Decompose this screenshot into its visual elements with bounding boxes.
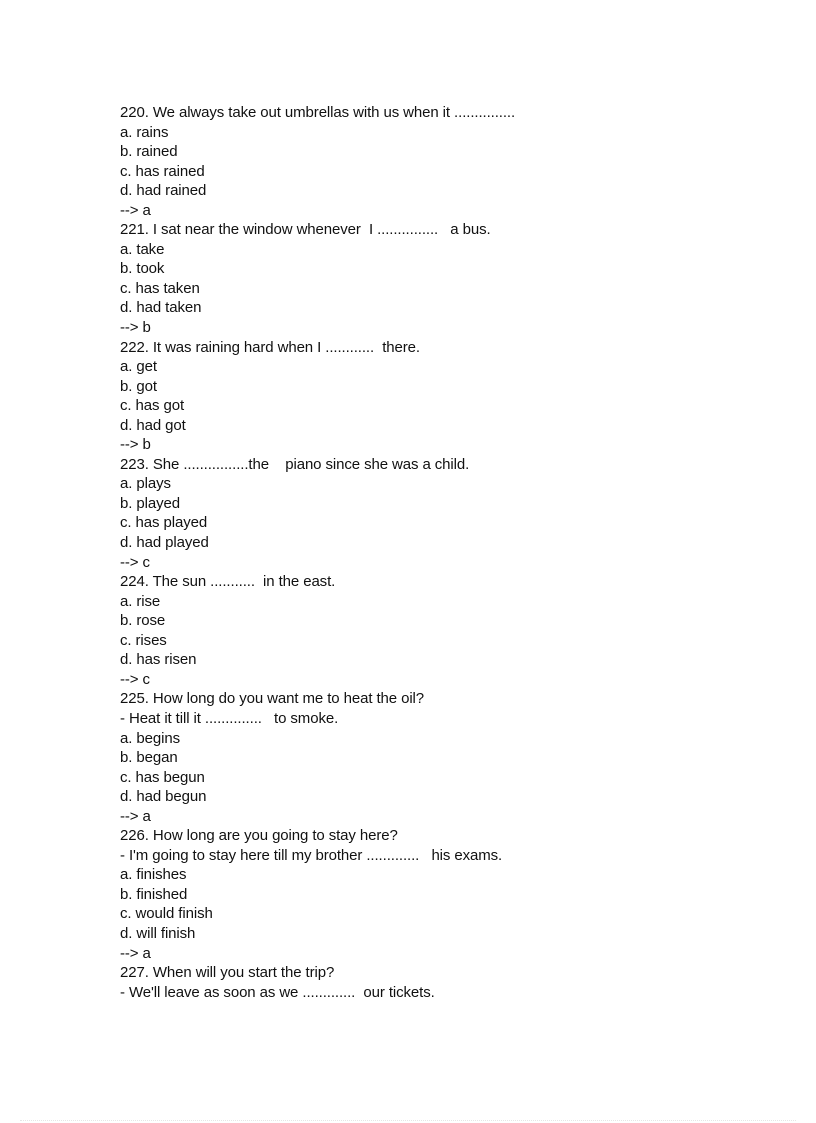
question-block	[120, 103, 770, 220]
question-prompt-continuation: - We'll leave as soon as we ............. our tickets.	[120, 983, 435, 1001]
answer-option: b. took	[120, 260, 165, 278]
answer-option: c. has got	[120, 397, 185, 415]
question-prompt: 220. We always take out umbrellas with us when it ...............	[120, 104, 516, 121]
answer-key: --> b	[120, 319, 151, 337]
answer-option: d. had got	[120, 416, 186, 434]
question-prompt: 225. How long do you want me to heat the oil?	[120, 690, 425, 708]
answer-key: --> c	[120, 553, 150, 571]
question-block	[120, 572, 770, 689]
answer-option: a. plays	[120, 475, 171, 493]
answer-option: b. finished	[120, 885, 188, 903]
answer-key: --> a	[120, 807, 151, 825]
answer-option: d. has risen	[120, 651, 197, 669]
answer-option: d. will finish	[120, 924, 196, 942]
answer-option: b. got	[120, 377, 157, 395]
answer-option: a. rise	[120, 592, 161, 610]
question-prompt: 223. She ................the piano since she was a child.	[120, 455, 470, 473]
answer-option: a. rains	[120, 123, 169, 141]
question-prompt-continuation: - Heat it till it .............. to smoke.	[120, 709, 339, 727]
answer-key: --> c	[120, 670, 150, 688]
question-prompt-continuation: - I'm going to stay here till my brother ............. his exams.	[120, 846, 503, 864]
question-block	[120, 826, 770, 963]
answer-option: d. had taken	[120, 299, 202, 317]
answer-key: --> a	[120, 944, 151, 962]
answer-option: c. would finish	[120, 905, 213, 923]
answer-option: a. take	[120, 240, 165, 258]
answer-option: a. finishes	[120, 866, 187, 884]
question-prompt: 221. I sat near the window whenever I ............... a bus.	[120, 221, 491, 239]
question-block	[120, 963, 770, 1002]
answer-option: b. rained	[120, 143, 178, 161]
answer-option: d. had rained	[120, 182, 207, 200]
question-block	[120, 338, 770, 455]
answer-option: d. had played	[120, 534, 209, 552]
answer-key: --> a	[120, 201, 151, 219]
question-prompt: 227. When will you start the trip?	[120, 964, 335, 982]
answer-option: a. begins	[120, 729, 180, 747]
page-footer-rule	[20, 1120, 796, 1121]
answer-option: b. rose	[120, 612, 166, 630]
answer-option: c. rises	[120, 631, 167, 649]
question-prompt: 224. The sun ........... in the east.	[120, 573, 336, 591]
answer-option: b. played	[120, 494, 180, 512]
question-prompt: 226. How long are you going to stay here?	[120, 827, 398, 845]
document-body	[120, 103, 770, 1002]
answer-option: c. has begun	[120, 768, 205, 786]
answer-option: d. had begun	[120, 788, 207, 806]
question-block	[120, 220, 770, 337]
question-block	[120, 689, 770, 826]
answer-option: b. began	[120, 749, 178, 767]
question-prompt: 222. It was raining hard when I ............ there.	[120, 338, 420, 356]
answer-option: c. has taken	[120, 279, 200, 297]
answer-key: --> b	[120, 436, 151, 454]
answer-option: c. has rained	[120, 162, 205, 180]
answer-option: a. get	[120, 358, 157, 376]
answer-option: c. has played	[120, 514, 208, 532]
question-block	[120, 455, 770, 572]
